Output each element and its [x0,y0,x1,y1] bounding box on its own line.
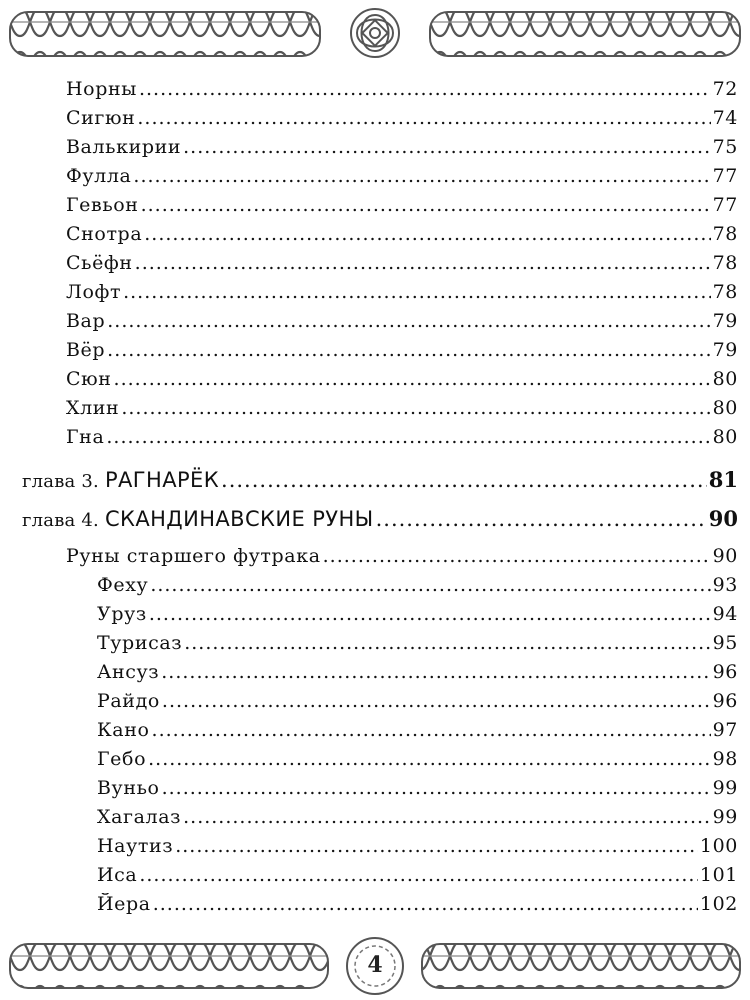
toc-entry-label: Сюн [66,368,112,390]
toc-rune-hagalaz[interactable] [97,806,738,828]
bottom-left-knot-band [10,944,328,988]
leader-dots [376,507,707,531]
toc-entry-label: Иса [97,864,138,886]
leader-dots [137,107,710,129]
toc-entry-page: 99 [712,777,738,799]
leader-dots [150,574,710,596]
leader-dots [123,281,711,303]
leader-dots [144,223,710,245]
toc-entry-label: Хлин [66,397,120,419]
toc-rune-uruz[interactable] [97,603,738,625]
toc-entry-label: Норны [66,78,137,100]
toc-entry-gna[interactable] [66,426,738,448]
toc-entry-label: Райдо [97,690,160,712]
toc-entry-page: 79 [712,339,738,361]
chapter-title: СКАНДИНАВСКИЕ РУНЫ [104,507,374,531]
celtic-knot-icon [351,9,399,57]
leader-dots [141,194,711,216]
toc-entry-syofn[interactable] [66,252,738,274]
leader-dots [107,310,710,332]
toc-rune-wunjo[interactable] [97,777,738,799]
leader-dots [162,690,711,712]
toc-entry-label: Гна [66,426,105,448]
toc-entry-page: 80 [712,368,738,390]
toc-entry-label: Наутиз [97,835,174,857]
leader-dots [148,748,711,770]
toc-rune-jera[interactable] [97,893,738,915]
toc-entry-page: 96 [712,661,738,683]
toc-entry-label: Гевьон [66,194,139,216]
leader-dots [221,468,707,492]
toc-entry-label: Уруз [97,603,147,625]
leader-dots [183,806,711,828]
toc-entry-label: Ансуз [97,661,160,683]
toc-entry-page: 96 [712,690,738,712]
toc-entry-hlin[interactable] [66,397,738,419]
chapter-lead: глава 3. [22,471,99,492]
toc-entry-page: 99 [712,806,738,828]
toc-entry-label: Кано [97,719,150,741]
top-left-knot-band [10,12,320,56]
toc-entry-label: Лофт [66,281,122,303]
toc-entry-label: Сигюн [66,107,136,129]
toc-entry-label: Хагалаз [97,806,182,828]
top-right-knot-band [430,12,740,56]
leader-dots [152,719,711,741]
leader-dots [135,252,711,274]
chapter-page: 90 [708,506,738,531]
toc-entry-page: 101 [699,864,738,886]
leader-dots [139,78,711,100]
toc-entry-var[interactable] [66,310,738,332]
toc-entry-label: Турисаз [97,632,183,654]
leader-dots [107,339,710,361]
toc-entry-page: 78 [712,252,738,274]
toc-rune-raido[interactable] [97,690,738,712]
toc-section-elder-futhark[interactable] [66,545,738,567]
toc-entry-page: 97 [712,719,738,741]
leader-dots [323,545,711,567]
toc-entry-label: Вуньо [97,777,160,799]
toc-entry-label: Руны старшего футрака [66,545,321,567]
toc-chapter-3[interactable] [22,467,738,492]
leader-dots [133,165,710,187]
toc-rune-kano[interactable] [97,719,738,741]
toc-entry-label: Снотра [66,223,143,245]
toc-entry-label: Сьёфн [66,252,133,274]
toc-entry-page: 80 [712,397,738,419]
toc-entry-fulla[interactable] [66,165,738,187]
toc-entry-page: 94 [712,603,738,625]
toc-entry-page: 98 [712,748,738,770]
leader-dots [183,136,710,158]
toc-entry-page: 93 [712,574,738,596]
chapter-lead: глава 4. [22,510,99,531]
leader-dots [153,893,698,915]
toc-entry-page: 78 [712,223,738,245]
toc-entry-label: Вёр [66,339,106,361]
chapter-title: РАГНАРЁК [104,468,220,492]
leader-dots [114,368,711,390]
toc-entry-label: Валькирии [66,136,182,158]
toc-entry-page: 78 [712,281,738,303]
toc-entry-page: 100 [699,835,738,857]
toc-entry-syun[interactable] [66,368,738,390]
toc-entry-page: 102 [699,893,738,915]
top-ornament-border [0,0,750,66]
bottom-right-knot-band [422,944,740,988]
leader-dots [162,777,711,799]
toc-entry-page: 80 [712,426,738,448]
leader-dots [106,426,710,448]
toc-entry-snotra[interactable] [66,223,738,245]
toc-entry-label: Феху [97,574,149,596]
toc-rune-isa[interactable] [97,864,738,886]
leader-dots [121,397,710,419]
toc-entry-page: 75 [712,136,738,158]
toc-rune-fehu[interactable] [97,574,738,596]
toc-entry-loft[interactable] [66,281,738,303]
toc-entry-page: 74 [712,107,738,129]
toc-entry-norny[interactable] [66,78,738,100]
toc-chapter-4[interactable] [22,506,738,531]
leader-dots [149,603,711,625]
toc-rune-ansuz[interactable] [97,661,738,683]
toc-entry-sigyun[interactable] [66,107,738,129]
toc-entry-valkyries[interactable] [66,136,738,158]
toc-rune-thurisaz[interactable] [97,632,738,654]
toc-entry-label: Гебо [97,748,147,770]
toc-entry-page: 77 [712,165,738,187]
leader-dots [184,632,710,654]
toc-entry-label: Йера [97,893,151,915]
toc-entry-page: 90 [712,545,738,567]
toc-entry-page: 79 [712,310,738,332]
leader-dots [161,661,710,683]
toc-entry-page: 77 [712,194,738,216]
toc-entry-page: 72 [712,78,738,100]
toc-rune-gebo[interactable] [97,748,738,770]
toc-entry-vyor[interactable] [66,339,738,361]
toc-entry-page: 95 [712,632,738,654]
chapter-page: 81 [708,467,738,492]
leader-dots [139,864,698,886]
bottom-ornament-border [0,934,750,1000]
toc-rune-nauthiz[interactable] [97,835,738,857]
leader-dots [175,835,698,857]
toc-entry-gevyon[interactable] [66,194,738,216]
toc-entry-label: Фулла [66,165,132,187]
toc-entry-label: Вар [66,310,106,332]
page-number: 4 [367,952,383,978]
